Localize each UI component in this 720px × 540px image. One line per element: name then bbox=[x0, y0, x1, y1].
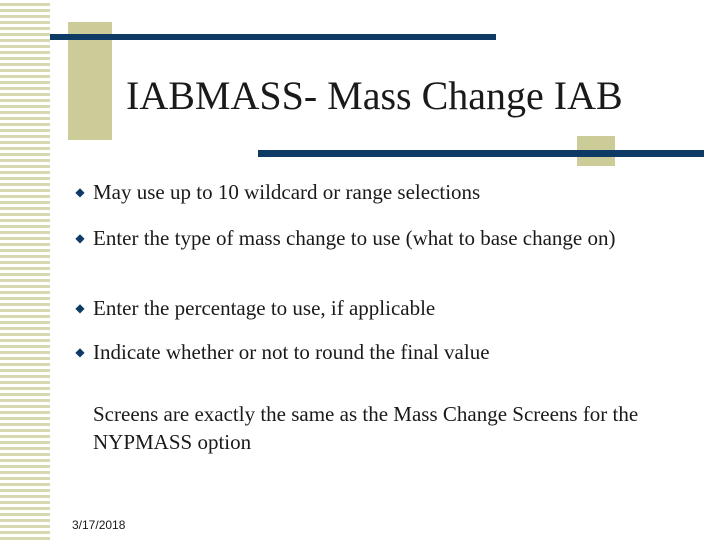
bottom-accent-bar bbox=[258, 150, 704, 157]
diamond-bullet-icon: ◆ bbox=[75, 231, 85, 245]
bullet-text: May use up to 10 wildcard or range selections bbox=[93, 180, 481, 204]
diamond-bullet-icon: ◆ bbox=[75, 301, 85, 315]
diamond-bullet-icon: ◆ bbox=[75, 185, 85, 199]
bullet-item-3 bbox=[72, 294, 692, 322]
lined-left-strip bbox=[0, 0, 50, 540]
note-text: Screens are exactly the same as the Mass Change Screens for the NYPMASS option bbox=[93, 402, 639, 454]
bullet-item-4 bbox=[72, 338, 692, 366]
bullet-text: Enter the type of mass change to use (what to base change on) bbox=[93, 226, 616, 250]
diamond-bullet-icon: ◆ bbox=[75, 345, 85, 359]
slide-date: 3/17/2018 bbox=[72, 518, 126, 532]
bullet-item-2 bbox=[72, 224, 692, 252]
bullet-item-1 bbox=[72, 178, 692, 206]
slide-title: IABMASS- Mass Change IAB bbox=[126, 73, 623, 118]
top-accent-bar bbox=[50, 34, 496, 40]
note-paragraph bbox=[72, 400, 682, 456]
bullet-text: Enter the percentage to use, if applicable bbox=[93, 296, 436, 320]
bullet-text: Indicate whether or not to round the final value bbox=[93, 340, 490, 364]
